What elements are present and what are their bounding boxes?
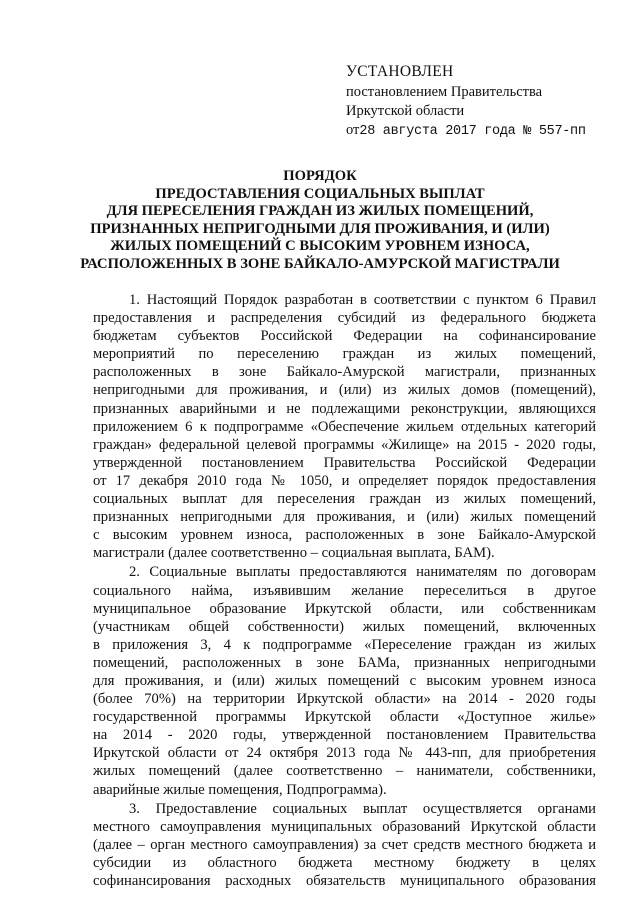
approval-heading: УСТАНОВЛЕН (346, 63, 454, 80)
paragraph-2 (93, 563, 596, 798)
paragraph-line: мероприятий по переселению граждан из жилых помещений, (93, 346, 596, 363)
title-line: РАСПОЛОЖЕННЫХ В ЗОНЕ БАЙКАЛО-АМУРСКОЙ МАГИСТРАЛИ (80, 255, 560, 272)
paragraph-line: расположенных в зоне Байкало-Амурской магистрали, признанных (93, 364, 596, 381)
document-title (60, 168, 580, 273)
paragraph-line: (участникам общей собственности) жилых помещений, включенных (93, 618, 596, 635)
approval-line-resolution: постановлением Правительства (346, 84, 543, 100)
paragraph-line: непригодными для проживания, и (или) из жилых домов (помещений), (93, 382, 596, 399)
title-line: ПРЕДОСТАВЛЕНИЯ СОЦИАЛЬНЫХ ВЫПЛАТ (155, 185, 485, 202)
paragraph-line: 2. Социальные выплаты предоставляются нанимателям по договорам (129, 564, 596, 581)
paragraph-line: социальных выплат для переселения граждан из жилых помещений, (93, 491, 596, 508)
title-line: ПРИЗНАННЫХ НЕПРИГОДНЫМИ ДЛЯ ПРОЖИВАНИЯ, И (ИЛИ) (90, 220, 550, 237)
paragraph-line: софинансирования расходных обязательств муниципального образования (93, 873, 596, 889)
paragraph-line: субсидии из областного бюджета местному бюджету в целях (93, 854, 596, 871)
paragraph-line: магистрали (далее соответственно – социальная выплата, БАМ). (93, 545, 495, 562)
paragraph-line: бюджетам субъектов Российской Федерации на софинансирование (93, 328, 596, 345)
document-body (93, 291, 596, 891)
paragraph-line: аварийные жилые помещения, Подпрограмма). (93, 781, 387, 798)
paragraph-line: 1. Настоящий Порядок разработан в соответствии с пунктом 6 Правил (129, 292, 596, 308)
paragraph-line: на 2014 - 2020 годы, утвержденной постановлением Правительства (93, 727, 596, 744)
paragraph-line: (более 70%) на территории Иркутской области» на 2014 - 2020 годы (93, 691, 596, 708)
approval-date-number: 28 августа 2017 года № 557-пп (359, 124, 586, 139)
paragraph-line: приложением 6 к подпрограмме «Обеспечение жильем отдельных категорий (93, 418, 596, 435)
title-line: ДЛЯ ПЕРЕСЕЛЕНИЯ ГРАЖДАН ИЗ ЖИЛЫХ ПОМЕЩЕНИЙ, (106, 203, 534, 219)
paragraph-line: Иркутской области от 24 октября 2013 года № 443-пп, для приобретения (93, 745, 596, 762)
paragraph-3 (93, 800, 596, 890)
paragraph-line: от 17 декабря 2010 года № 1050, и определяет порядок предоставления (93, 472, 596, 489)
paragraph-line: социального найма, изъявившим желание переселиться в другое (93, 582, 596, 599)
approval-stamp (346, 62, 626, 141)
paragraph-line: государственной программы Иркутской области «Доступное жилье» (93, 709, 596, 726)
paragraph-line: муниципальное образование Иркутской области, или собственникам (93, 600, 596, 617)
paragraph-1 (93, 291, 596, 562)
paragraph-line: 3. Предоставление социальных выплат осуществляется органами (129, 800, 596, 817)
paragraph-line: в приложения 3, 4 к подпрограмме «Переселение граждан из жилых (93, 636, 596, 653)
paragraph-line: (далее – орган местного самоуправления) за счет средств местного бюджета и (93, 836, 596, 853)
title-line: ЖИЛЫХ ПОМЕЩЕНИЙ С ВЫСОКИМ УРОВНЕМ ИЗНОСА, (110, 238, 530, 254)
paragraph-line: предоставления и распределения субсидий из федерального бюджета (93, 310, 596, 327)
paragraph-line: для проживания, и (или) жилых помещений с высоким уровнем износа (93, 672, 596, 689)
paragraph-line: с высоким уровнем износа, расположенных в зоне Байкало-Амурской (93, 527, 596, 544)
title-line: ПОРЯДОК (283, 168, 357, 184)
approval-prefix: от (346, 122, 360, 138)
approval-date-line (346, 121, 626, 141)
paragraph-line: утвержденной постановлением Правительства Российской Федерации (93, 454, 596, 471)
paragraph-line: признанных аварийными и не подлежащими реконструкции, являющихся (93, 400, 596, 417)
paragraph-line: признанных непригодными для проживания, и (или) жилых помещений (93, 509, 596, 526)
paragraph-line: помещений, расположенных в зоне БАМа, признанных непригодными (93, 654, 596, 671)
paragraph-line: граждан» федеральной целевой программы «Жилище» на 2015 - 2020 годы, (93, 436, 596, 453)
paragraph-line: жилых помещений (далее соответственно – наниматели, собственники, (93, 763, 596, 780)
paragraph-line: местного самоуправления муниципальных образований Иркутской области (93, 818, 596, 835)
approval-line-region: Иркутской области (346, 103, 465, 119)
